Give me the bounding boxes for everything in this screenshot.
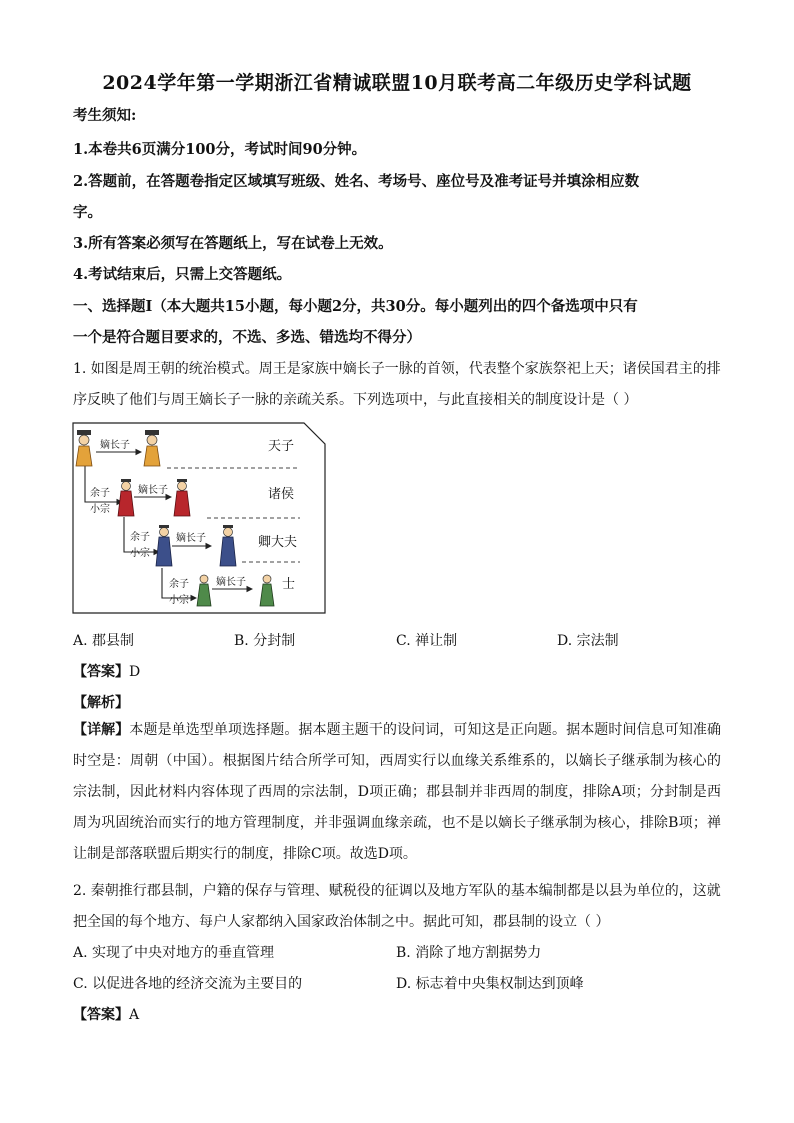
notice-item-1: 1.本卷共6页满分100分，考试时间90分钟。 <box>73 141 367 158</box>
q2-answer <box>73 1004 139 1024</box>
q1-option-c[interactable]: C. 禅让制 <box>396 633 458 649</box>
label-yuzi: 余子 <box>130 532 150 543</box>
tier-label-zhuhou: 诸侯 <box>268 487 295 502</box>
q1-analysis-label <box>73 692 129 712</box>
q1-stem-line1: 1. 如图是周王朝的统治模式。周王是家族中嫡长子一脉的首领，代表整个家族祭祀上天；诸侯国君主的排 <box>73 361 721 377</box>
detail-label: 【详解】 <box>73 722 130 738</box>
tier-label-tianzi: 天子 <box>268 439 295 454</box>
label-yuzi: 余子 <box>90 488 110 499</box>
label-dizhangzi: 嫡长子 <box>100 440 130 451</box>
tier-label-shi: 士 <box>282 577 296 592</box>
page-title: 2024学年第一学期浙江省精诚联盟10月联考高二年级历史学科试题 <box>102 72 692 94</box>
q1-option-a[interactable]: A. 郡县制 <box>73 633 135 649</box>
section-heading-line2: 一个是符合题目要求的，不选、多选、错选均不得分） <box>73 329 421 346</box>
answer-label: 【答案】 <box>73 664 129 680</box>
label-dizhangzi: 嫡长子 <box>138 485 168 496</box>
q1-stem-line2: 序反映了他们与周王嫡长子一脉的亲疏关系。下列选项中，与此直接相关的制度设计是（ ） <box>73 392 638 408</box>
q2-option-d[interactable]: D. 标志着中央集权制达到顶峰 <box>396 976 584 992</box>
notice-item-2-cont: 字。 <box>73 204 102 221</box>
detail-text: 本题是单选型单项选择题。据本题主题干的设问词，可知这是正向题。据本题时间信息可知准确时空是：周朝（中国）。根据图片结合所学可知，西周实行以血缘关系维系的，以嫡长子继承制为核心的宗法制，因此材料内容体现了西周的宗法制，D项正确；郡县制并非西周的制度，排除A项；分封制是西周为巩固统治而实行的地方管理制度，并非强调血缘亲疏，也不是以嫡长子继承制为核心，排除B项；禅让制是部落联盟后期实行的制度，排除C项。故选D项。 <box>73 722 722 862</box>
q1-answer <box>73 661 140 681</box>
zongfa-diagram <box>72 422 326 614</box>
label-yuzi: 余子 <box>169 579 189 590</box>
label-xiaozong: 小宗 <box>169 595 189 606</box>
q2-option-a[interactable]: A. 实现了中央对地方的垂直管理 <box>73 945 275 961</box>
answer-value: A <box>129 1007 140 1023</box>
q1-detail <box>73 715 721 870</box>
analysis-label: 【解析】 <box>73 695 129 711</box>
label-xiaozong: 小宗 <box>90 504 110 515</box>
q2-option-b[interactable]: B. 消除了地方割据势力 <box>396 945 542 961</box>
label-dizhangzi: 嫡长子 <box>176 533 206 544</box>
notice-item-4: 4.考试结束后，只需上交答题纸。 <box>73 266 292 283</box>
q1-option-d[interactable]: D. 宗法制 <box>557 633 619 649</box>
notice-item-3: 3.所有答案必须写在答题纸上，写在试卷上无效。 <box>73 235 393 252</box>
q2-stem-line1: 2. 秦朝推行郡县制，户籍的保存与管理、赋税役的征调以及地方军队的基本编制都是以县为单位的，这就 <box>73 883 721 899</box>
section-heading-line1: 一、选择题Ⅰ（本大题共15小题，每小题2分，共30分。每小题列出的四个备选项中只有 <box>73 298 638 315</box>
tier-label-qingdafu: 卿大夫 <box>258 535 298 550</box>
q2-stem-line2: 把全国的每个地方、每户人家都纳入国家政治体制之中。据此可知，郡县制的设立（ ） <box>73 914 610 930</box>
notice-item-2: 2.答题前，在答题卷指定区域填写班级、姓名、考场号、座位号及准考证号并填涂相应数 <box>73 173 640 190</box>
q1-option-b[interactable]: B. 分封制 <box>234 633 296 649</box>
notice-heading: 考生须知: <box>73 107 137 124</box>
q2-option-c[interactable]: C. 以促进各地的经济交流为主要目的 <box>73 976 303 992</box>
label-xiaozong: 小宗 <box>130 548 150 559</box>
answer-value: D <box>129 664 141 680</box>
answer-label: 【答案】 <box>73 1007 129 1023</box>
label-dizhangzi: 嫡长子 <box>216 577 246 588</box>
